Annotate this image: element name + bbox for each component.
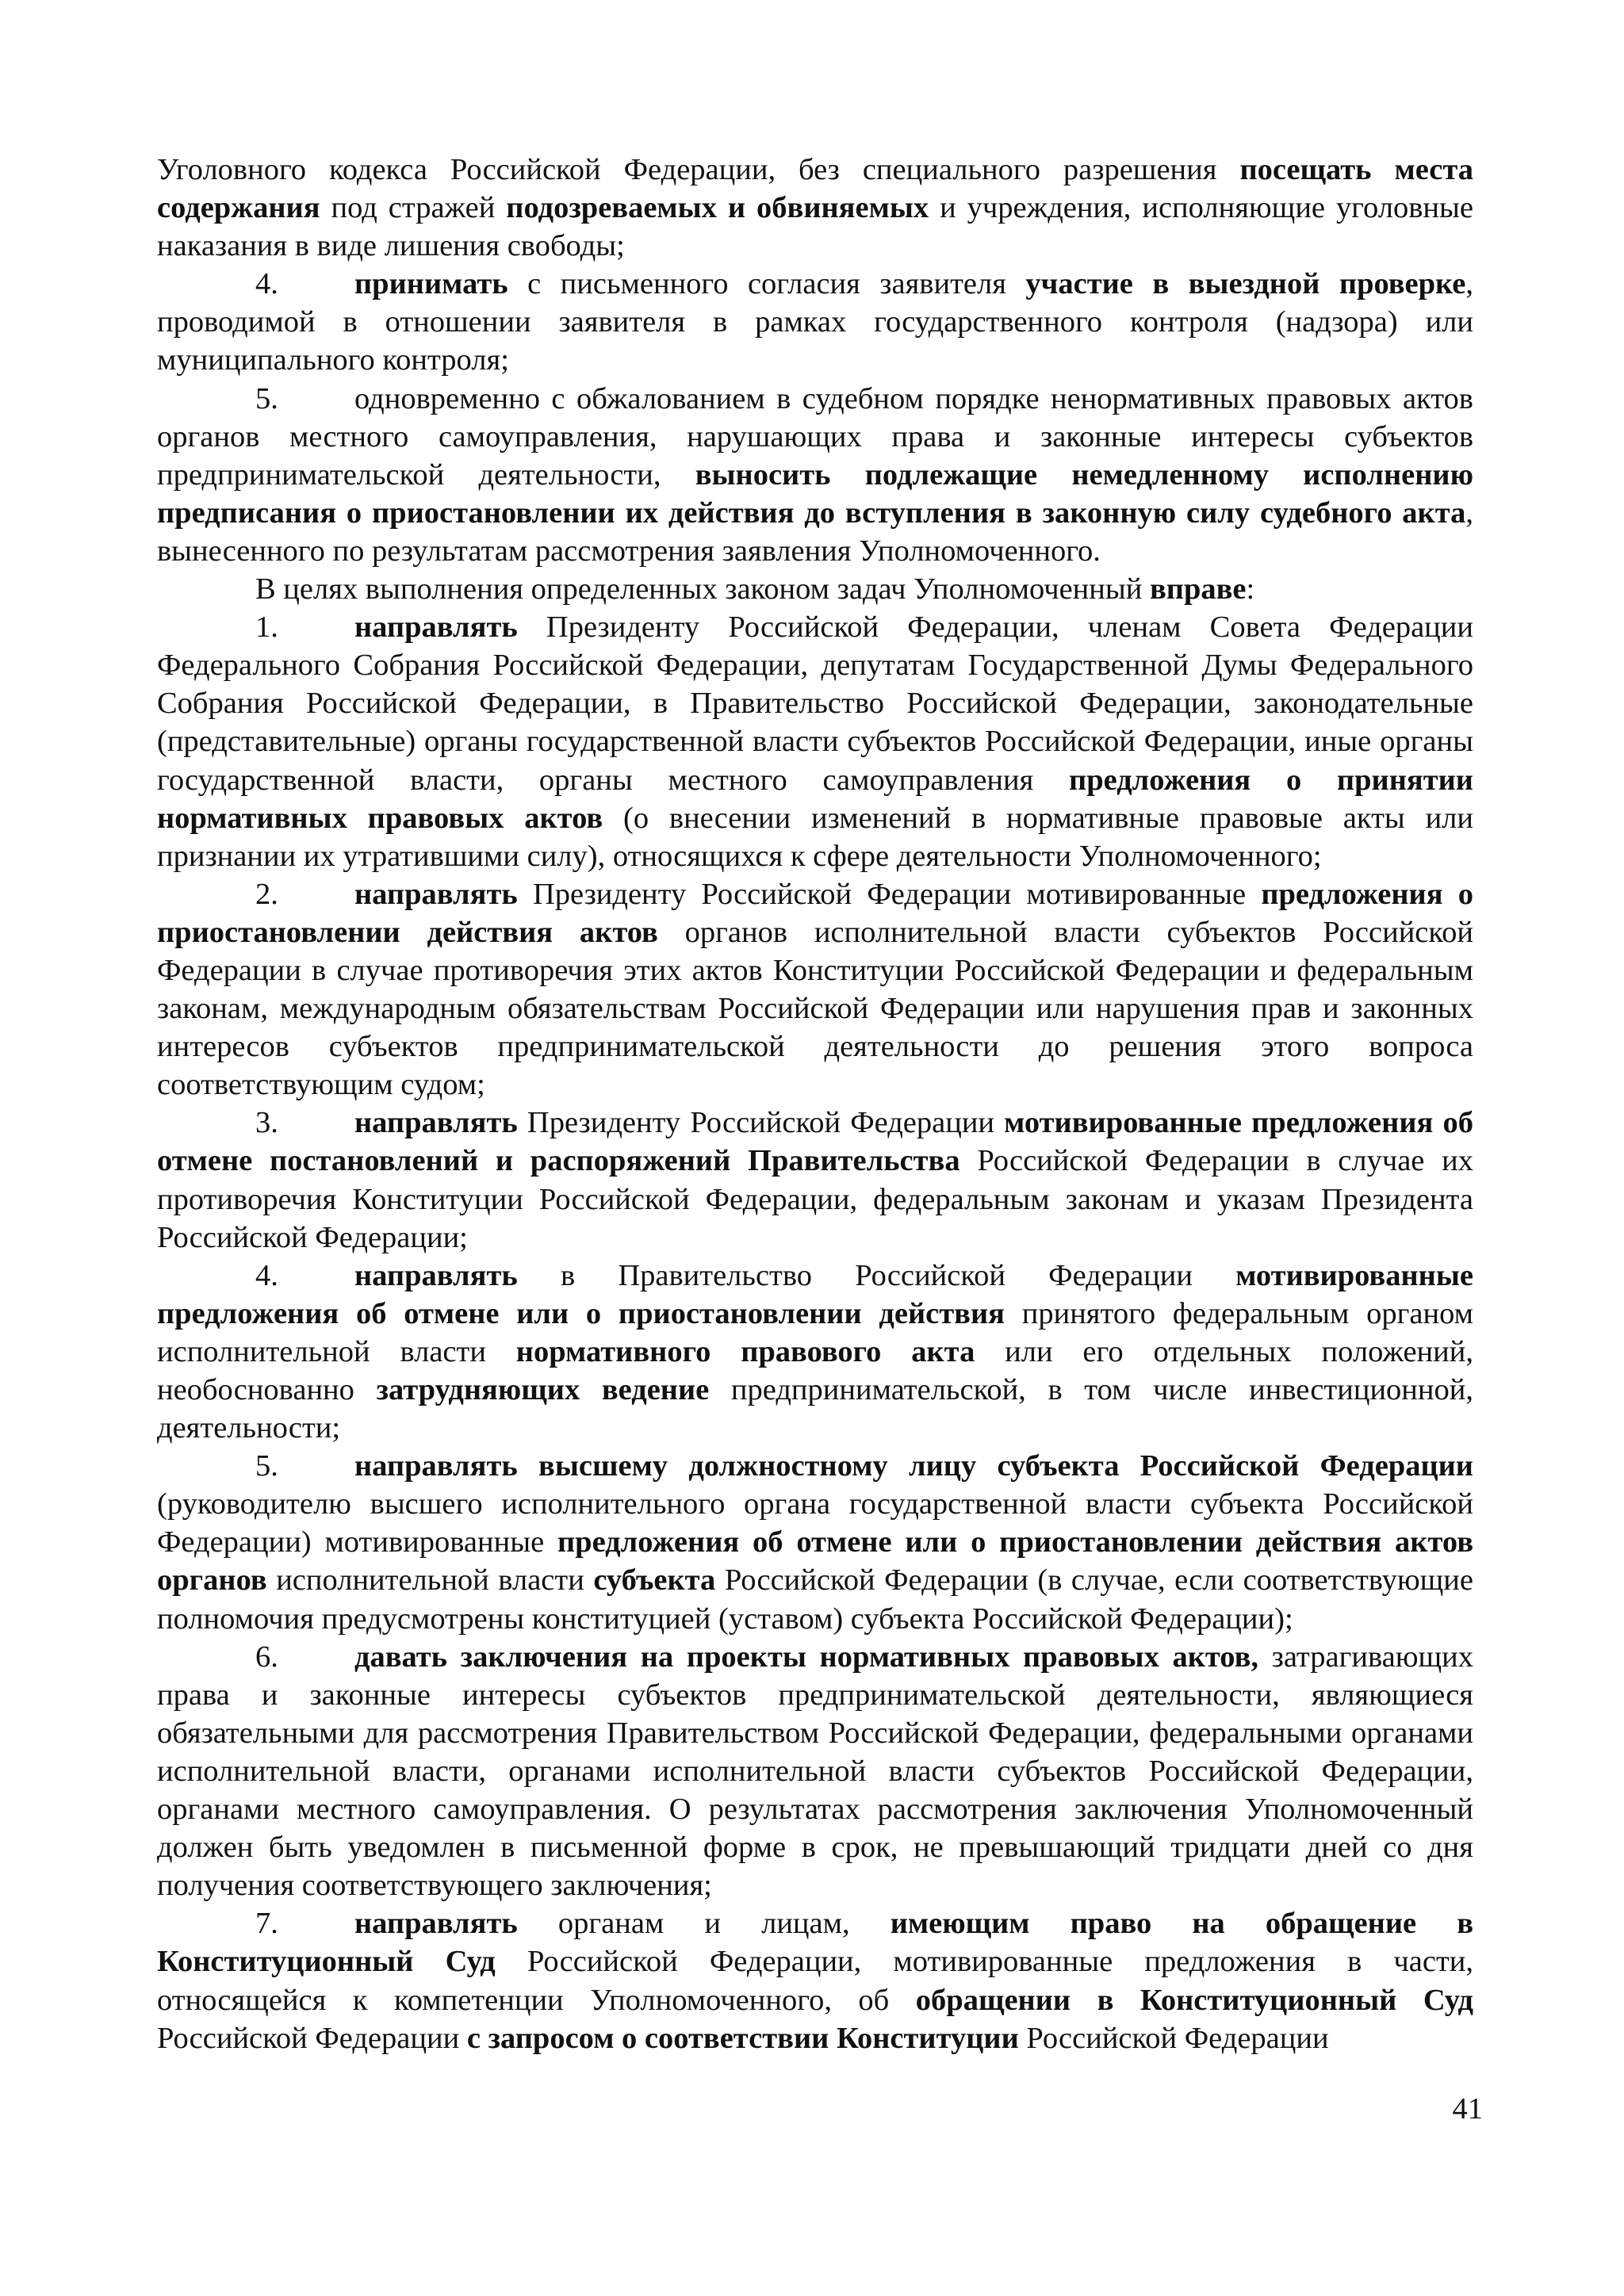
text-run: Российской Федерации, мотивированные предложения в части, относящейся к компетенции Уполномоченного, об [157, 1945, 1473, 2017]
bold-text-run: направлять [354, 1106, 518, 1140]
bold-text-run: мотивированные предложения об отмене или о приостановлении действия [157, 1258, 1473, 1330]
bold-text-run: предложения об отмене или о приостановлении действия актов органов [157, 1525, 1473, 1598]
bold-text-run: предложения о принятии нормативных правовых актов [157, 763, 1473, 835]
numbered-paragraph [157, 875, 1473, 1104]
text-run: , вынесенного по результатам рассмотрения заявления Уполномоченного. [157, 496, 1473, 568]
bold-text-run: выносить подлежащие немедленному исполнению предписания о приостановлении их действия до вступления в законную силу судебного акта [157, 457, 1473, 530]
paragraph [157, 151, 1473, 265]
bold-text-run: обращении в Конституционный Суд [915, 1983, 1473, 2017]
text-run: в Правительство Российской Федерации [517, 1258, 1236, 1292]
bold-text-run: с запросом о соответствии Конституции [466, 2021, 1019, 2055]
paragraph-number: 7. [255, 1907, 278, 1941]
text-run: Президенту Российской Федерации мотивированные [517, 877, 1262, 911]
text-run: : [1246, 572, 1255, 607]
paragraph-number: 1. [255, 610, 278, 645]
text-run: или его отдельных положений, необоснованно [157, 1334, 1473, 1406]
text-run: Российской Федерации (в случае, если соответствующие полномочия предусмотрены конституцией (уставом) субъекта Российской Федерации); [157, 1563, 1474, 1636]
paragraph-number: 3. [255, 1106, 278, 1140]
paragraph [157, 570, 1473, 608]
bold-text-run: направлять [354, 610, 518, 645]
paragraph-number: 5. [255, 1449, 278, 1483]
document-page-body [157, 151, 1473, 2057]
paragraph-number: 2. [255, 877, 278, 911]
text-run: органам и лицам, [517, 1907, 891, 1941]
numbered-paragraph [157, 265, 1473, 379]
text-run: Президенту Российской Федерации, членам Совета Федерации Федерального Собрания Российской Федерации, депутатам Государственной Думы Федерального Собрания Российской Федерации, в Правительство Российской Федерации, законодательные (представительные) органы государственной власти субъектов Российской Федерации, иные органы государственной власти, органы местного самоуправления [157, 610, 1473, 797]
page-number: 41 [1452, 2092, 1483, 2126]
bold-text-run: затрудняющих ведение [376, 1373, 710, 1406]
paragraph-number: 4. [255, 267, 278, 301]
bold-text-run: мотивированные предложения об отмене постановлений и распоряжений Правительства [157, 1106, 1473, 1178]
paragraph-number: 6. [255, 1640, 278, 1674]
text-run: предпринимательской, в том числе инвестиционной, деятельности; [157, 1373, 1473, 1445]
text-run: органов исполнительной власти субъектов Российской Федерации в случае противоречия этих актов Конституции Российской Федерации и федеральным законам, международным обязательствам Российской Федерации или нарушения прав и законных интересов субъектов предпринимательской деятельности до решения этого вопроса соответствующим судом; [157, 915, 1473, 1102]
paragraph-number: 5. [255, 381, 278, 415]
bold-text-run: направлять высшему должностному лицу субъекта Российской Федерации [354, 1449, 1473, 1483]
text-run: одновременно с обжалованием в судебном порядке ненормативных правовых актов органов местного самоуправления, нарушающих права и законные интересы субъектов предпринимательской деятельности, [157, 381, 1473, 492]
bold-text-run: вправе [1150, 572, 1247, 607]
paragraph-number: 4. [255, 1258, 278, 1292]
bold-text-run: субъекта [593, 1563, 716, 1598]
bold-text-run: имеющим право на обращение в Конституционный Суд [157, 1907, 1473, 1979]
numbered-paragraph [157, 380, 1473, 570]
text-run: (о внесении изменений в нормативные правовые акты или признании их утратившими силу), относящихся к сфере деятельности Уполномоченного; [157, 801, 1473, 873]
bold-text-run: направлять [354, 877, 518, 911]
text-run: Президенту Российской Федерации [517, 1106, 1005, 1140]
text-run: В целях выполнения определенных законом задач Уполномоченный [255, 572, 1150, 607]
bold-text-run: участие в выездной проверке [1025, 267, 1466, 301]
text-run: исполнительной власти [266, 1563, 594, 1598]
numbered-paragraph [157, 1447, 1473, 1637]
bold-text-run: принимать [354, 267, 508, 301]
text-run: принятого федеральным органом исполнительной власти [157, 1296, 1473, 1368]
text-run: Российской Федерации [157, 2021, 467, 2055]
text-run: под стражей [320, 191, 507, 225]
bold-text-run: нормативного правового акта [515, 1334, 975, 1368]
text-run: (руководителю высшего исполнительного органа государственной власти субъекта Российской Федерации) мотивированные [157, 1487, 1473, 1559]
bold-text-run: подозреваемых и обвиняемых [506, 191, 929, 225]
text-run: , проводимой в отношении заявителя в рамках государственного контроля (надзора) или муниципального контроля; [157, 267, 1473, 377]
text-run: затрагивающих права и законные интересы субъектов предпринимательской деятельности, являющиеся обязательными для рассмотрения Правительством Российской Федерации, федеральными органами исполнительной власти, органами исполнительной власти субъектов Российской Федерации, органами местного самоуправления. О результатах рассмотрения заключения Уполномоченный должен быть уведомлен в письменной форме в срок, не превышающий тридцати дней со дня получения соответствующего заключения; [157, 1640, 1473, 1903]
bold-text-run: посещать места содержания [157, 153, 1474, 225]
bold-text-run: направлять [354, 1907, 518, 1941]
numbered-paragraph [157, 608, 1473, 875]
text-run: Российской Федерации [1018, 2021, 1329, 2055]
text-run: Уголовного кодекса Российской Федерации, без специального разрешения [157, 153, 1240, 186]
bold-text-run: направлять [354, 1258, 518, 1292]
numbered-paragraph [157, 1104, 1473, 1256]
text-run: с письменного согласия заявителя [508, 267, 1026, 301]
text-run: и учреждения, исполняющие уголовные наказания в виде лишения свободы; [157, 191, 1473, 263]
bold-text-run: давать заключения на проекты нормативных правовых актов, [354, 1640, 1258, 1674]
numbered-paragraph [157, 1638, 1473, 1905]
numbered-paragraph [157, 1257, 1473, 1447]
bold-text-run: предложения о приостановлении действия актов [157, 877, 1473, 949]
numbered-paragraph [157, 1904, 1473, 2057]
text-run: Российской Федерации в случае их противоречия Конституции Российской Федерации, федеральным законам и указам Президента Российской Федерации; [157, 1144, 1473, 1254]
